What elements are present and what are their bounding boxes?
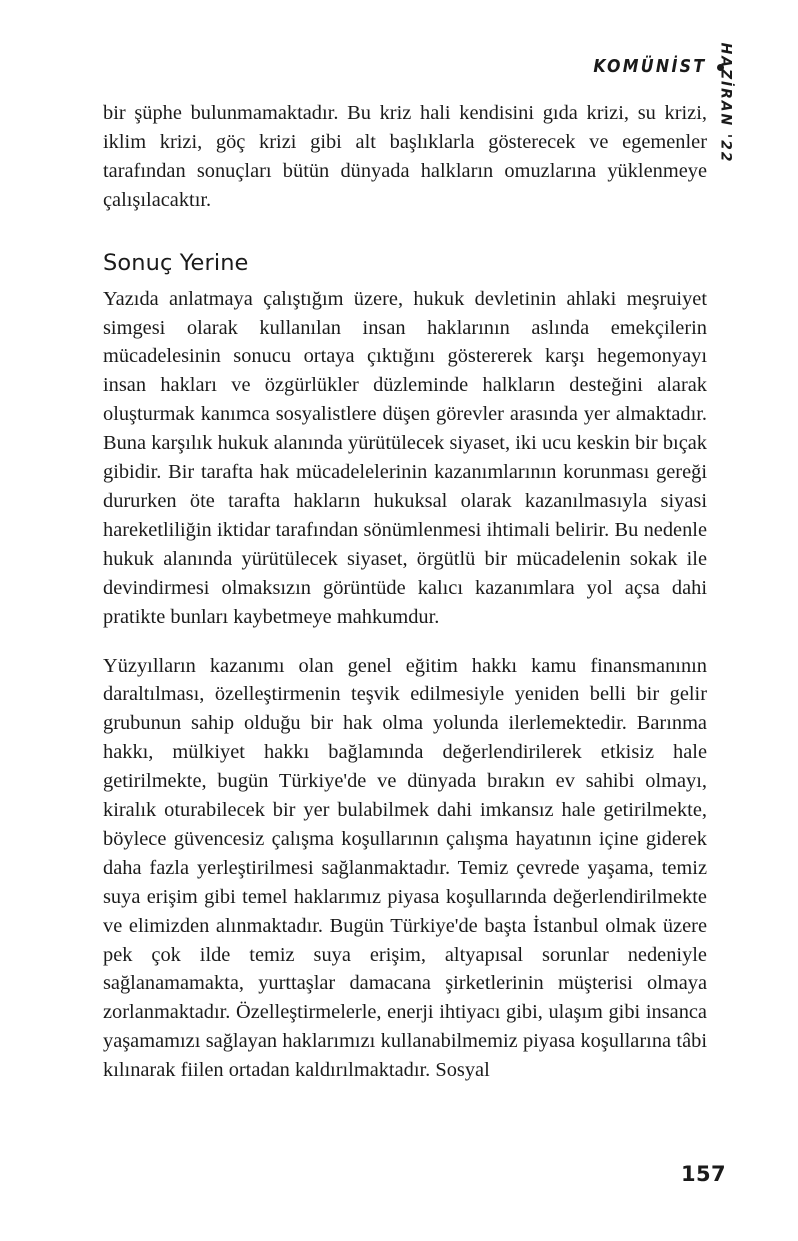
- body-paragraph: Yazıda anlatmaya çalıştığım üzere, hukuk devletinin ahlaki meşruiyet simgesi olarak kullanılan insan haklarının aslında emekçilerin mücadelesinin sonucu ortaya çıktığını göstererek karşı hegemonyayı insan hakları ve özgürlükler düzleminde halkların desteğini alarak oluşturmak kanımca sosyalistlere düşen görevler arasında yer almaktadır. Buna karşılık hukuk alanında yürütülecek siyaset, iki ucu keskin bir bıçak gibidir. Bir tarafta hak mücadelelerinin kazanımlarının korunması gereği dururken öte tarafta hakların hukuksal olarak kazanılmasıyla siyasi hareketliliğin iktidar tarafından sönümlenmesi ihtimali belirir. Bu nedenle hukuk alanında yürütülecek siyaset, örgütlü bir mücadelenin sokak ile devindirmesi olmaksızın görüntüde kalıcı kazanımlara yol açsa dahi pratikte bunları kaybetmeye mahkumdur.: [103, 287, 707, 628]
- running-head-date: [714, 42, 736, 215]
- text-column: [103, 99, 707, 1085]
- running-head-date-label: HAZİRAN '22: [717, 42, 734, 164]
- body-paragraph: bir şüphe bulunmamaktadır. Bu kriz hali kendisini gıda krizi, su krizi, iklim krizi, göç krizi gibi alt başlıklarla gösterecek ve egemenler tarafından sonuçları bütün dünyada halkların omuzlarına yüklenmeye çalışılacaktır.: [103, 102, 707, 211]
- running-head-title: KOMÜNİST: [592, 56, 706, 77]
- page-number: 157: [680, 1162, 726, 1186]
- body-paragraph: Yüzyılların kazanımı olan genel eğitim hakkı kamu finansmanının daraltılması, özelleştirmenin teşvik edilmesiyle yeniden belli bir gelir grubunun sahip olduğu bir hak olma yolunda ilerlemektedir. Barınma hakkı, mülkiyet hakkı bağlamında değerlendirilerek etkisiz hale getirilmekte, bugün Türkiye'de ve dünyada bırakın ev sahibi olmayı, kiralık oturabilecek bir yer bulabilmek dahi imkansız hale getirilmekte, böylece güvencesiz çalışma koşullarının çalışma hayatının içine giderek daha fazla yerleştirilmesi sağlanmaktadır. Temiz çevrede yaşama, temiz suya erişim gibi temel haklarımız piyasa koşullarında değerlendirilmekte ve elimizden alınmaktadır. Bugün Türkiye'de başta İstanbul olmak üzere pek çok ilde temiz suya erişim, altyapısal sorunlar nedeniyle sağlanamamakta, yurttaşlar damacana şirketlerinin müşterisi olmaya zorlanmaktadır. Özelleştirmelerle, enerji ihtiyacı gibi, ulaşım gibi insanca yaşamamızı sağlayan haklarımızı kullanabilmemiz piyasa koşullarına tâbi kılınarak fiilen ortadan kaldırılmaktadır. Sosyal: [103, 654, 707, 1082]
- section-heading: Sonuç Yerine: [103, 249, 249, 276]
- running-head: [578, 56, 724, 77]
